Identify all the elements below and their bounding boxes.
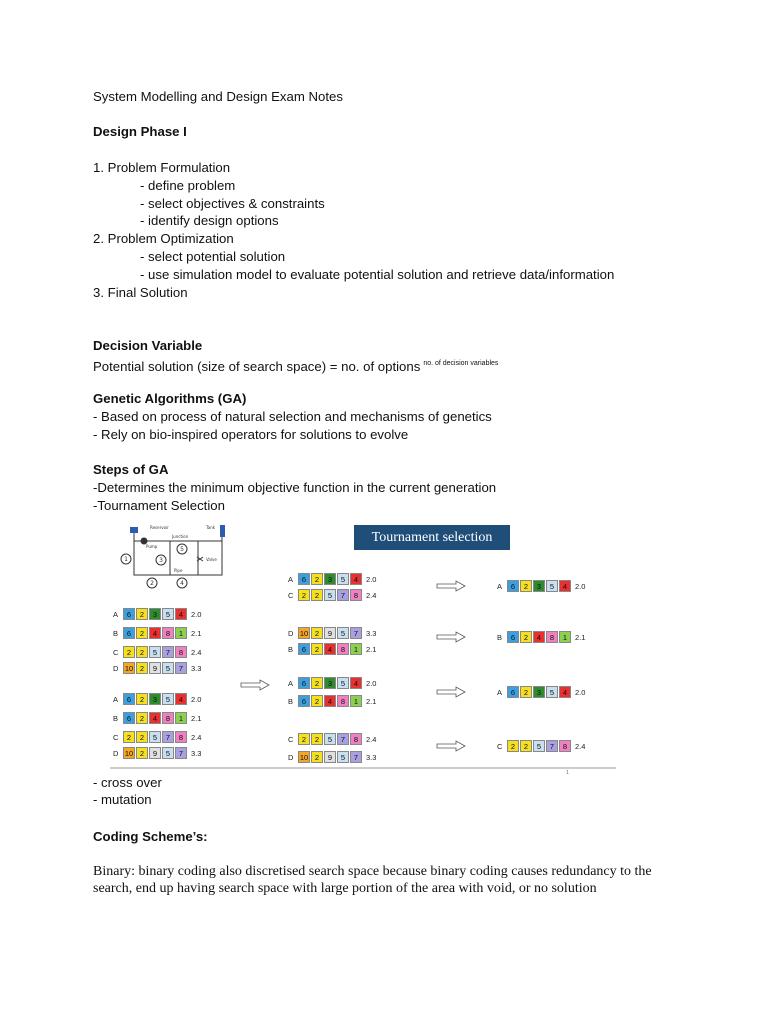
arrow-right-icon (436, 686, 466, 698)
gene-cell: 2 (298, 589, 310, 601)
fitness-value: 2.0 (366, 678, 377, 688)
chromosome-row (288, 642, 376, 656)
chromosome-row (113, 730, 201, 744)
gene-cell: 2 (136, 608, 148, 620)
fitness-value: 2.0 (575, 687, 586, 697)
fitness-value: 3.3 (366, 628, 377, 638)
fitness-value: 2.4 (366, 734, 377, 744)
gene-cell: 5 (546, 580, 558, 592)
gene-cell: 4 (559, 580, 571, 592)
chromosome-label: A (497, 687, 503, 697)
fitness-value: 2.4 (575, 741, 586, 751)
decision-formula (93, 356, 498, 375)
list-item: - mutation (93, 792, 152, 807)
gene-cell: 6 (507, 686, 519, 698)
gene-cell: 2 (298, 733, 310, 745)
gene-cell: 2 (123, 646, 135, 658)
fitness-value: 2.0 (366, 574, 377, 584)
gene-cell: 10 (124, 748, 134, 758)
gene-cell: 8 (546, 631, 558, 643)
gene-cell: 5 (149, 731, 161, 743)
gene-cell: 2 (136, 693, 148, 705)
fitness-value: 2.4 (191, 647, 202, 657)
chromosome-row (497, 685, 585, 699)
tournament-selection-figure (110, 517, 616, 776)
gene-cell: 5 (162, 693, 174, 705)
gene-cell: 2 (136, 662, 148, 674)
gene-cell: 7 (546, 740, 558, 752)
chromosome-row (288, 750, 376, 764)
gene-cell: 10 (299, 628, 309, 638)
gene-cell: 5 (324, 589, 336, 601)
gene-cell: 4 (533, 631, 545, 643)
fitness-value: 2.4 (366, 590, 377, 600)
gene-cell: 3 (324, 677, 336, 689)
gene-cell: 2 (520, 686, 532, 698)
arrow-right-icon (436, 631, 466, 643)
fitness-value: 2.1 (366, 644, 377, 654)
chromosome-label: B (113, 628, 119, 638)
fitness-value: 2.1 (191, 713, 202, 723)
gene-cell: 5 (337, 627, 349, 639)
step-problem-formulation: 1. Problem Formulation (93, 160, 231, 175)
gene-cell: 3 (149, 608, 161, 620)
arrow-right-icon (436, 580, 466, 592)
gene-cell: 9 (324, 751, 336, 763)
gene-cell: 6 (123, 608, 135, 620)
gene-cell: 8 (162, 712, 174, 724)
node-number: 3 (159, 557, 163, 564)
chromosome-row (497, 579, 585, 593)
fitness-value: 3.3 (191, 748, 202, 758)
chromosome-row (113, 661, 201, 675)
gene-cell: 5 (324, 733, 336, 745)
chromosome-label: B (497, 632, 503, 642)
gene-cell: 8 (337, 643, 349, 655)
gene-cell: 7 (350, 751, 362, 763)
chromosome-label: A (288, 678, 294, 688)
chromosome-row (497, 739, 585, 753)
chromosome-label: C (113, 732, 119, 742)
gene-cell: 7 (175, 662, 187, 674)
gene-cell: 2 (136, 712, 148, 724)
gene-cell: 2 (520, 740, 532, 752)
gene-cell: 5 (337, 573, 349, 585)
gene-cell: 2 (311, 695, 323, 707)
chromosome-label: C (497, 741, 503, 751)
gene-cell: 9 (149, 747, 161, 759)
list-item: -Tournament Selection (93, 498, 225, 513)
list-item: - Based on process of natural selection and mechanisms of genetics (93, 409, 492, 424)
node-number: 2 (150, 580, 154, 587)
page-mark: 1 (566, 770, 569, 776)
chromosome-label: B (288, 696, 294, 706)
gene-cell: 2 (136, 627, 148, 639)
list-item: - identify design options (140, 213, 279, 228)
fitness-value: 2.0 (575, 581, 586, 591)
gene-cell: 1 (175, 712, 187, 724)
section-heading-decision-variable: Decision Variable (93, 338, 203, 353)
fitness-value: 2.0 (191, 694, 202, 704)
gene-cell: 10 (299, 752, 309, 762)
gene-cell: 6 (298, 695, 310, 707)
section-heading-steps-of-ga: Steps of GA (93, 462, 169, 477)
section-heading-coding-scheme: Coding Scheme’s: (93, 829, 208, 844)
gene-cell: 9 (149, 662, 161, 674)
gene-cell: 4 (175, 693, 187, 705)
gene-cell: 2 (311, 573, 323, 585)
chromosome-row (288, 588, 376, 602)
gene-cell: 2 (311, 733, 323, 745)
gene-cell: 1 (350, 643, 362, 655)
chromosome-row (113, 692, 201, 706)
gene-cell: 6 (123, 712, 135, 724)
chromosome-row (288, 732, 376, 746)
gene-cell: 7 (162, 646, 174, 658)
chromosome-row (497, 630, 585, 644)
gene-cell: 1 (175, 627, 187, 639)
gene-cell: 8 (175, 731, 187, 743)
gene-cell: 4 (149, 627, 161, 639)
chromosome-label: C (113, 647, 119, 657)
label-reservoir: Reservoir (150, 525, 169, 530)
gene-cell: 8 (350, 733, 362, 745)
chromosome-label: A (497, 581, 503, 591)
label-tank: Tank (206, 525, 216, 530)
chromosome-label: D (113, 748, 119, 758)
gene-cell: 4 (175, 608, 187, 620)
binary-coding-paragraph: Binary: binary coding also discretised search space because binary coding causes redundancy to the search, end up having search space with large portion of the area with void, or no solution (93, 864, 652, 896)
gene-cell: 6 (507, 631, 519, 643)
gene-cell: 8 (350, 589, 362, 601)
step-final-solution: 3. Final Solution (93, 285, 188, 300)
gene-cell: 5 (337, 751, 349, 763)
gene-cell: 5 (533, 740, 545, 752)
gene-cell: 8 (162, 627, 174, 639)
gene-cell: 7 (162, 731, 174, 743)
chromosome-label: C (288, 734, 294, 744)
list-item: - select objectives & constraints (140, 196, 325, 211)
gene-cell: 3 (533, 686, 545, 698)
gene-cell: 2 (136, 731, 148, 743)
gene-cell: 7 (337, 733, 349, 745)
fitness-value: 3.3 (366, 752, 377, 762)
gene-cell: 1 (350, 695, 362, 707)
gene-cell: 3 (149, 693, 161, 705)
gene-cell: 2 (311, 751, 323, 763)
label-junction: Junction (172, 534, 189, 539)
gene-cell: 4 (350, 573, 362, 585)
gene-cell: 4 (559, 686, 571, 698)
gene-cell: 7 (350, 627, 362, 639)
gene-cell: 2 (136, 747, 148, 759)
fitness-value: 2.1 (575, 632, 586, 642)
chromosome-label: A (113, 609, 119, 619)
gene-cell: 2 (311, 627, 323, 639)
chromosome-row (113, 711, 201, 725)
gene-cell: 7 (175, 747, 187, 759)
gene-cell: 3 (324, 573, 336, 585)
gene-cell: 6 (123, 693, 135, 705)
arrow-right-icon (436, 740, 466, 752)
list-item: - define problem (140, 178, 236, 193)
gene-cell: 4 (149, 712, 161, 724)
gene-cell: 4 (350, 677, 362, 689)
chromosome-label: A (113, 694, 119, 704)
gene-cell: 5 (162, 747, 174, 759)
fitness-value: 2.0 (191, 609, 202, 619)
list-item: -Determines the minimum objective function in the current generation (93, 480, 497, 495)
chromosome-label: A (288, 574, 294, 584)
gene-cell: 8 (175, 646, 187, 658)
gene-cell: 2 (507, 740, 519, 752)
label-pump: Pump (146, 544, 158, 549)
chromosome-row (113, 645, 201, 659)
gene-cell: 4 (324, 695, 336, 707)
chromosome-row (288, 694, 376, 708)
gene-cell: 6 (507, 580, 519, 592)
document-title: System Modelling and Design Exam Notes (93, 89, 343, 104)
gene-cell: 6 (298, 643, 310, 655)
gene-cell: 8 (559, 740, 571, 752)
gene-cell: 2 (136, 646, 148, 658)
decision-text: Potential solution (size of search space) = no. of options (93, 359, 421, 374)
gene-cell: 7 (337, 589, 349, 601)
arrow-right-icon (240, 679, 270, 691)
label-valve: Valve (206, 557, 217, 562)
gene-cell: 5 (149, 646, 161, 658)
chromosome-row (288, 676, 376, 690)
list-item: - cross over (93, 775, 162, 790)
gene-cell: 4 (324, 643, 336, 655)
list-item: - use simulation model to evaluate potential solution and retrieve data/information (140, 267, 615, 282)
gene-cell: 1 (559, 631, 571, 643)
chromosome-label: D (288, 628, 294, 638)
chromosome-row (288, 626, 376, 640)
gene-cell: 2 (520, 580, 532, 592)
gene-cell: 3 (533, 580, 545, 592)
fitness-value: 2.1 (366, 696, 377, 706)
gene-cell: 2 (311, 643, 323, 655)
gene-cell: 2 (311, 589, 323, 601)
decision-superscript: no. of decision variables (423, 360, 499, 367)
gene-cell: 9 (324, 627, 336, 639)
list-item: - Rely on bio-inspired operators for solutions to evolve (93, 427, 409, 442)
gene-cell: 2 (123, 731, 135, 743)
gene-cell: 5 (162, 608, 174, 620)
fitness-value: 2.4 (191, 732, 202, 742)
section-heading-genetic-algorithms: Genetic Algorithms (GA) (93, 391, 247, 406)
gene-cell: 5 (546, 686, 558, 698)
tank-icon (220, 525, 225, 537)
gene-cell: 6 (298, 677, 310, 689)
tournament-selection-title: Tournament selection (354, 525, 510, 550)
fitness-value: 3.3 (191, 663, 202, 673)
node-numbers (124, 546, 184, 587)
chromosome-row (113, 626, 201, 640)
list-item: - select potential solution (140, 249, 286, 264)
gene-cell: 8 (337, 695, 349, 707)
chromosome-label: B (288, 644, 294, 654)
gene-cell: 6 (298, 573, 310, 585)
gene-cell: 10 (124, 663, 134, 673)
chromosome-label: C (288, 590, 294, 600)
section-heading-design-phase: Design Phase I (93, 124, 187, 139)
chromosome-label: D (288, 752, 294, 762)
chromosome-row (113, 746, 201, 760)
chromosome-label: D (113, 663, 119, 673)
chromosome-row (288, 572, 376, 586)
fitness-value: 2.1 (191, 628, 202, 638)
gene-cell: 5 (337, 677, 349, 689)
gene-cell: 5 (162, 662, 174, 674)
chromosome-row (113, 607, 201, 621)
node-number: 4 (180, 580, 184, 587)
reservoir-icon (130, 527, 138, 533)
gene-cell: 6 (123, 627, 135, 639)
node-number: 5 (180, 546, 184, 553)
chromosome-label: B (113, 713, 119, 723)
gene-cell: 2 (520, 631, 532, 643)
gene-cell: 2 (311, 677, 323, 689)
step-problem-optimization: 2. Problem Optimization (93, 231, 234, 246)
node-number: 1 (124, 556, 128, 563)
label-pipe: Pipe (174, 568, 183, 573)
